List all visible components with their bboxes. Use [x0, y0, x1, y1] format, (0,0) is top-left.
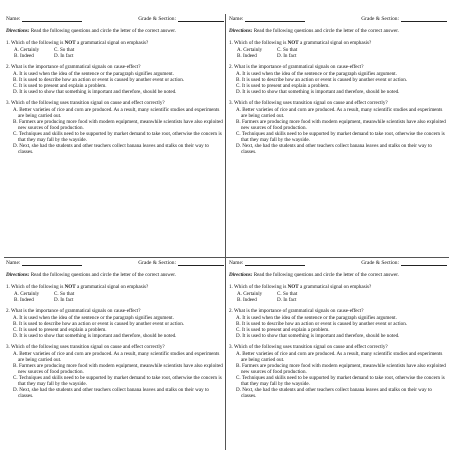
option-2b[interactable]: B. It is used to describe how an action or event is caused by another event or action.: [236, 321, 408, 327]
option-3d[interactable]: D. Next, she had the students and other teachers collect banana leaves and stalks on their way to classes.: [13, 143, 209, 155]
option-2d[interactable]: D. It is used to show that something is important and therefore, should be noted.: [13, 89, 177, 95]
option-2d[interactable]: D. It is used to show that something is important and therefore, should be noted.: [13, 333, 177, 339]
option-1d[interactable]: D. In fact: [277, 297, 297, 303]
name-label: Name:: [6, 260, 21, 266]
question-2: 2. What is the importance of grammatical signals on cause-effect? A. It is used when the idea of the sentence or the paragraph signifies argument. B. It is used to describe how an action or event is caused by another event or action. C. It is used to present and explain a problem. D. It is used to show that something is important and therefore, should be noted.: [229, 308, 447, 339]
grade-field[interactable]: [178, 17, 224, 22]
option-1c[interactable]: C. So that: [277, 291, 298, 297]
option-2b[interactable]: B. It is used to describe how an action or event is caused by another event or action.: [13, 77, 185, 83]
directions: Directions: Read the following questions and circle the letter of the correct answer.: [229, 28, 399, 34]
question-2: 2. What is the importance of grammatical signals on cause-effect? A. It is used when the idea of the sentence or the paragraph signifies argument. B. It is used to describe how an action or event is caused by another event or action. C. It is used to present and explain a problem. D. It is used to show that something is important and therefore, should be noted.: [6, 64, 224, 95]
grade-field[interactable]: [178, 261, 224, 266]
grade-field[interactable]: [401, 261, 447, 266]
option-1c[interactable]: C. So that: [54, 47, 75, 53]
grade-field[interactable]: [401, 17, 447, 22]
question-3: 3. Which of the following uses transition signal on cause and effect correctly? A. Better varieties of rice and corn are produced. As a result, many scientific studies and experiments are being carried out. B. Farmers are producing more food with modern equipment, meanwhile scientists have also exploited new sources of food production. C. Techniques and skills need to be supported by market demand to take root, otherwise the concern is that they may fall by the wayside. D. Next, she had the students and other teachers collect banana leaves and stalks on their way to classes.: [229, 100, 446, 155]
name-field[interactable]: [245, 17, 305, 22]
option-1a[interactable]: A. Certainly: [14, 47, 40, 53]
student-header: [6, 260, 224, 266]
option-3c[interactable]: C. Techniques and skills need to be supported by market demand to take root, otherwise the concern is that they may fall by the wayside.: [13, 375, 222, 387]
grade-label: Grade & Section:: [138, 260, 176, 266]
option-2b[interactable]: B. It is used to describe how an action or event is caused by another event or action.: [13, 321, 185, 327]
option-3c[interactable]: C. Techniques and skills need to be supported by market demand to take root, otherwise the concern is that they may fall by the wayside.: [13, 131, 222, 143]
question-3: 3. Which of the following uses transition signal on cause and effect correctly? A. Better varieties of rice and corn are produced. As a result, many scientific studies and experiments are being carried out. B. Farmers are producing more food with modern equipment, meanwhile scientists have also exploited new sources of food production. C. Techniques and skills need to be supported by market demand to take root, otherwise the concern is that they may fall by the wayside. D. Next, she had the students and other teachers collect banana leaves and stalks on their way to classes.: [6, 100, 223, 155]
option-3d[interactable]: D. Next, she had the students and other teachers collect banana leaves and stalks on their way to classes.: [236, 387, 432, 399]
grade-label: Grade & Section:: [361, 260, 399, 266]
name-label: Name:: [229, 260, 244, 266]
question-1: 1. Which of the following is NOT a grammatical signal on emphasis? A. Certainly C. So that B. Indeed D. In fact: [6, 40, 149, 59]
option-2a[interactable]: A. It is used when the idea of the sentence or the paragraph signifies argument.: [13, 71, 174, 77]
option-1b[interactable]: B. Indeed: [237, 297, 257, 303]
option-3a[interactable]: A. Better varieties of rice and corn are produced. As a result, many scientific studies and experiments are being carried out.: [13, 351, 220, 363]
name-field[interactable]: [245, 261, 305, 266]
quiz-copy-top-left: [6, 16, 224, 160]
student-header: [229, 16, 447, 22]
option-2a[interactable]: A. It is used when the idea of the sentence or the paragraph signifies argument.: [236, 315, 397, 321]
option-1d[interactable]: D. In fact: [54, 53, 74, 59]
option-1b[interactable]: B. Indeed: [14, 297, 34, 303]
option-1a[interactable]: A. Certainly: [237, 291, 263, 297]
option-3a[interactable]: A. Better varieties of rice and corn are produced. As a result, many scientific studies and experiments are being carried out.: [236, 351, 443, 363]
option-1b[interactable]: B. Indeed: [237, 53, 257, 59]
option-3b[interactable]: B. Farmers are producing more food with modern equipment, meanwhile scientists have also exploited new sources of food production.: [13, 363, 223, 375]
student-header: [229, 260, 447, 266]
option-2c[interactable]: C. It is used to present and explain a problem.: [236, 83, 330, 89]
option-1c[interactable]: C. So that: [54, 291, 75, 297]
directions: Directions: Read the following questions and circle the letter of the correct answer.: [6, 272, 176, 278]
question-3: 3. Which of the following uses transition signal on cause and effect correctly? A. Better varieties of rice and corn are produced. As a result, many scientific studies and experiments are being carried out. B. Farmers are producing more food with modern equipment, meanwhile scientists have also exploited new sources of food production. C. Techniques and skills need to be supported by market demand to take root, otherwise the concern is that they may fall by the wayside. D. Next, she had the students and other teachers collect banana leaves and stalks on their way to classes.: [229, 344, 446, 399]
option-2c[interactable]: C. It is used to present and explain a problem.: [13, 83, 107, 89]
option-2d[interactable]: D. It is used to show that something is important and therefore, should be noted.: [236, 333, 400, 339]
name-label: Name:: [229, 16, 244, 22]
grade-label: Grade & Section:: [138, 16, 176, 22]
option-3c[interactable]: C. Techniques and skills need to be supported by market demand to take root, otherwise the concern is that they may fall by the wayside.: [236, 131, 445, 143]
name-field[interactable]: [22, 261, 82, 266]
option-2c[interactable]: C. It is used to present and explain a problem.: [236, 327, 330, 333]
option-3b[interactable]: B. Farmers are producing more food with modern equipment, meanwhile scientists have also exploited new sources of food production.: [236, 119, 446, 131]
quiz-copy-bottom-left: [6, 260, 224, 404]
option-1a[interactable]: A. Certainly: [14, 291, 40, 297]
vertical-divider: [225, 14, 226, 450]
option-1a[interactable]: A. Certainly: [237, 47, 263, 53]
quiz-copy-bottom-right: [229, 260, 447, 404]
directions: Directions: Read the following questions and circle the letter of the correct answer.: [229, 272, 399, 278]
question-1: 1. Which of the following is NOT a grammatical signal on emphasis? A. Certainly C. So that B. Indeed D. In fact: [229, 284, 372, 303]
option-2b[interactable]: B. It is used to describe how an action or event is caused by another event or action.: [236, 77, 408, 83]
name-field[interactable]: [22, 17, 82, 22]
quiz-copy-top-right: [229, 16, 447, 160]
option-1b[interactable]: B. Indeed: [14, 53, 34, 59]
option-3d[interactable]: D. Next, she had the students and other teachers collect banana leaves and stalks on their way to classes.: [13, 387, 209, 399]
option-3b[interactable]: B. Farmers are producing more food with modern equipment, meanwhile scientists have also exploited new sources of food production.: [236, 363, 446, 375]
option-1d[interactable]: D. In fact: [277, 53, 297, 59]
option-1d[interactable]: D. In fact: [54, 297, 74, 303]
option-1c[interactable]: C. So that: [277, 47, 298, 53]
option-3a[interactable]: A. Better varieties of rice and corn are produced. As a result, many scientific studies and experiments are being carried out.: [236, 107, 443, 119]
option-3c[interactable]: C. Techniques and skills need to be supported by market demand to take root, otherwise the concern is that they may fall by the wayside.: [236, 375, 445, 387]
option-3b[interactable]: B. Farmers are producing more food with modern equipment, meanwhile scientists have also exploited new sources of food production.: [13, 119, 223, 131]
question-1: 1. Which of the following is NOT a grammatical signal on emphasis? A. Certainly C. So that B. Indeed D. In fact: [6, 284, 149, 303]
option-2c[interactable]: C. It is used to present and explain a problem.: [13, 327, 107, 333]
question-1: 1. Which of the following is NOT a grammatical signal on emphasis? A. Certainly C. So that B. Indeed D. In fact: [229, 40, 372, 59]
option-2d[interactable]: D. It is used to show that something is important and therefore, should be noted.: [236, 89, 400, 95]
option-2a[interactable]: A. It is used when the idea of the sentence or the paragraph signifies argument.: [13, 315, 174, 321]
horizontal-divider: [4, 257, 449, 258]
option-3d[interactable]: D. Next, she had the students and other teachers collect banana leaves and stalks on their way to classes.: [236, 143, 432, 155]
question-3: 3. Which of the following uses transition signal on cause and effect correctly? A. Better varieties of rice and corn are produced. As a result, many scientific studies and experiments are being carried out. B. Farmers are producing more food with modern equipment, meanwhile scientists have also exploited new sources of food production. C. Techniques and skills need to be supported by market demand to take root, otherwise the concern is that they may fall by the wayside. D. Next, she had the students and other teachers collect banana leaves and stalks on their way to classes.: [6, 344, 223, 399]
grade-label: Grade & Section:: [361, 16, 399, 22]
directions: Directions: Read the following questions and circle the letter of the correct answer.: [6, 28, 176, 34]
option-2a[interactable]: A. It is used when the idea of the sentence or the paragraph signifies argument.: [236, 71, 397, 77]
question-2: 2. What is the importance of grammatical signals on cause-effect? A. It is used when the idea of the sentence or the paragraph signifies argument. B. It is used to describe how an action or event is caused by another event or action. C. It is used to present and explain a problem. D. It is used to show that something is important and therefore, should be noted.: [229, 64, 447, 95]
question-2: 2. What is the importance of grammatical signals on cause-effect? A. It is used when the idea of the sentence or the paragraph signifies argument. B. It is used to describe how an action or event is caused by another event or action. C. It is used to present and explain a problem. D. It is used to show that something is important and therefore, should be noted.: [6, 308, 224, 339]
name-label: Name:: [6, 16, 21, 22]
student-header: [6, 16, 224, 22]
option-3a[interactable]: A. Better varieties of rice and corn are produced. As a result, many scientific studies and experiments are being carried out.: [13, 107, 220, 119]
